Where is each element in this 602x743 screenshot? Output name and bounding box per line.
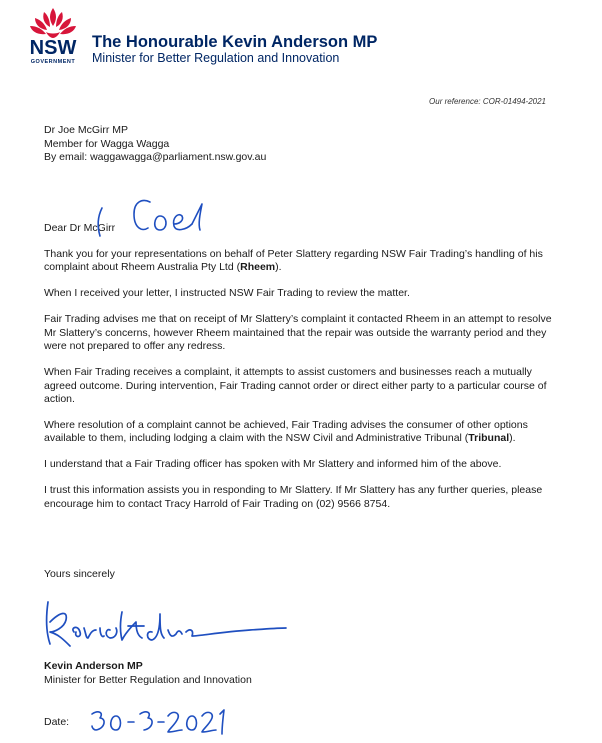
recipient-name: Dr Joe McGirr MP <box>44 124 128 136</box>
recipient-email-line: By email: waggawagga@parliament.nsw.gov.au <box>44 151 267 163</box>
paragraph-7: I trust this information assists you in responding to Mr Slattery. If Mr Slattery has any further queries, please encourage him to contact Tracy Harrold of Fair Trading on (02) 9566 8754. <box>44 484 543 510</box>
signatory-name: Kevin Anderson MP <box>44 660 143 672</box>
paragraph-6: I understand that a Fair Trading officer has spoken with Mr Slattery and informed him of the above. <box>44 458 502 471</box>
minister-title: Minister for Better Regulation and Innovation <box>92 51 340 65</box>
date-label: Date: <box>44 716 70 728</box>
salutation: Dear Dr McGirr <box>44 222 116 234</box>
handwritten-date-icon <box>88 704 228 738</box>
minister-name: The Honourable Kevin Anderson MP <box>92 33 378 51</box>
recipient-title: Member for Wagga Wagga <box>44 137 170 150</box>
paragraph-1: Thank you for your representations on behalf of Peter Slattery regarding NSW Fair Trading’s handling of his complaint about Rheem Australia Pty Ltd (Rheem). <box>44 248 543 274</box>
handwritten-joe-signature-icon <box>88 194 228 240</box>
paragraph-2: When I received your letter, I instructed NSW Fair Trading to review the matter. <box>44 287 410 300</box>
logo-subtext: GOVERNMENT <box>30 59 76 65</box>
signatory-role: Minister for Better Regulation and Innovation <box>44 673 252 686</box>
logo-wordmark: NSW <box>29 37 77 59</box>
closing: Yours sincerely <box>44 568 115 580</box>
paragraph-5: Where resolution of a complaint cannot be achieved, Fair Trading advises the consumer of other options available to them, including lodging a claim with the NSW Civil and Administrative Tribunal (Tribunal). <box>44 419 528 445</box>
paragraph-4: When Fair Trading receives a complaint, it attempts to assist customers and businesses reach a mutually agreed outcome. During intervention, Fair Trading cannot order or direct either party to a particular course of action. <box>44 366 547 406</box>
minister-signature-icon <box>40 592 290 656</box>
letter-body <box>44 248 559 524</box>
paragraph-3: Fair Trading advises me that on receipt of Mr Slattery’s complaint it contacted Rheem in an attempt to resolve Mr Slattery’s concerns, however Rheem maintained that the repair was outside the warranty period and they were not prepared to offer any redress. <box>44 313 552 353</box>
signatory-block <box>44 660 252 687</box>
our-reference: Our reference: COR-01494-2021 <box>429 97 546 106</box>
recipient-address <box>44 124 266 165</box>
